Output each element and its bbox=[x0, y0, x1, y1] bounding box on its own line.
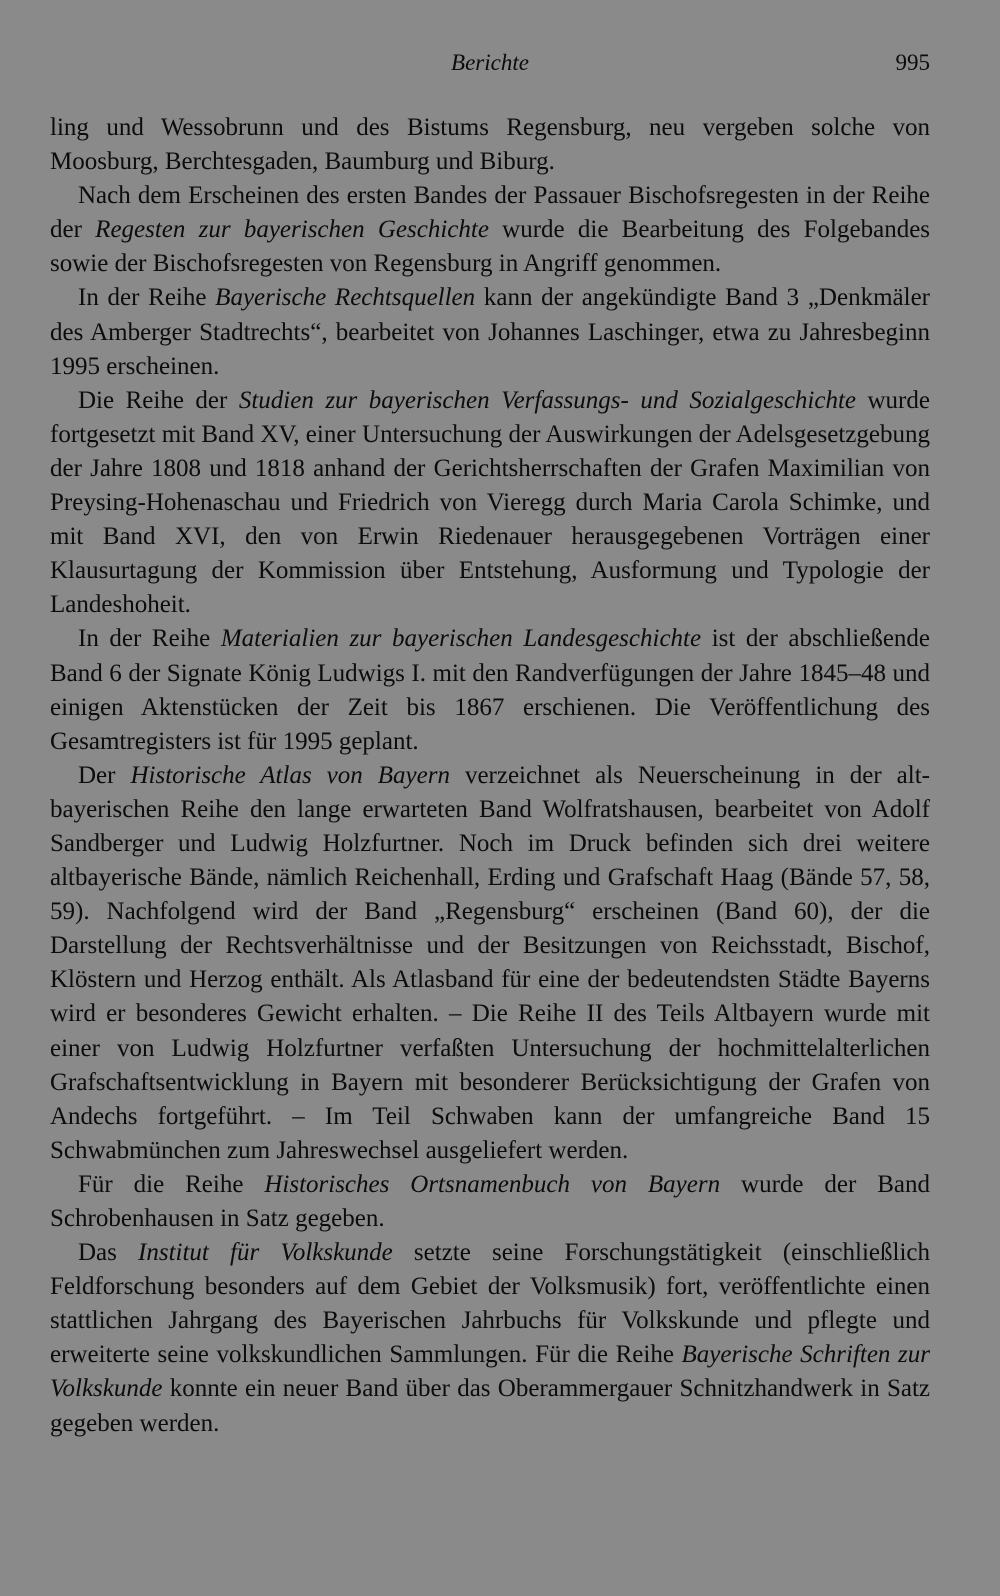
text-run: wurde die Bearbeitung des Folgebandes sowie der Bischofsregesten von Regensburg in Angriff genommen. bbox=[50, 216, 931, 278]
text-run: konnte ein neuer Band über das Oberammergauer Schnitzhandwerk in Satz gegeben werden. bbox=[50, 1375, 930, 1437]
paragraph bbox=[50, 1236, 930, 1441]
text-run: Nach dem Erscheinen des ersten Bandes der Passauer Bischofsregesten in der Reihe der bbox=[50, 182, 930, 244]
text-run: Die Reihe der bbox=[78, 386, 239, 414]
text-run: kann der angekündigte Band 3 „Denkmäler des Amberger Stadtrechts“, bearbeitet von Johannes Laschinger, etwa zu Jahresbeginn 1995 erscheinen. bbox=[50, 284, 930, 380]
paragraph bbox=[50, 111, 930, 179]
italic-title: Bayerische Schriften zur Volkskunde bbox=[50, 1341, 930, 1403]
text-run: Für die Reihe bbox=[78, 1170, 265, 1198]
italic-title: Materialien zur bayerischen Landesgeschichte bbox=[220, 625, 702, 653]
text-run: ist der abschließende Band 6 der Signate König Ludwigs I. mit den Randverfügungen der Jahre 1845–48 und einigen Aktenstücken der Zeit bis 1867 erschienen. Die Veröffentlichung des Gesamtregisters ist für 1995 geplant. bbox=[50, 625, 931, 755]
text-run: setzte seine Forschungstätigkeit (einschließlich Feldforschung besonders auf dem Gebiet der Volksmusik) fort, veröffentlichte einen stattlichen Jahrgang des Bayerischen Jahrbuchs für Volkskunde und pflegte und erweiterte seine volkskundlichen Sammlungen. Für die Reihe bbox=[50, 1239, 930, 1369]
body-text bbox=[50, 111, 930, 1441]
paragraph bbox=[50, 384, 930, 623]
italic-title: Historische Atlas von Bayern bbox=[130, 761, 450, 789]
paragraph bbox=[50, 281, 930, 383]
paragraph bbox=[50, 1168, 930, 1236]
italic-title: Regesten zur bayerischen Geschichte bbox=[95, 216, 489, 244]
italic-title: Institut für Volkskunde bbox=[138, 1239, 393, 1267]
paragraph bbox=[50, 622, 930, 758]
italic-title: Historisches Ortsnamenbuch von Bayern bbox=[264, 1170, 721, 1198]
text-run: wurde der Band Schrobenhausen in Satz gegeben. bbox=[50, 1170, 931, 1232]
text-run: verzeichnet als Neuerscheinung in der altbayerischen Reihe den lange erwarteten Band Wolfratshausen, bearbeitet von Adolf Sandberger und Ludwig Holzfurtner. Noch im Druck befinden sich drei weitere altbayerische Bände, nämlich Reichenhall, Erding und Grafschaft Haag (Bände 57, 58, 59). Nachfolgend wird der Band „Regensburg“ erscheinen (Band 60), der die Darstellung der Rechtsverhältnisse und der Besitzungen von Reichsstadt, Bischof, Klöstern und Herzog enthält. Als Atlasband für eine der bedeutendsten Städte Bayerns wird er besonderes Gewicht erhalten. – Die Reihe II des Teils Altbayern wurde mit einer von Ludwig Holzfurtner verfaßten Untersuchung der hochmittelalterlichen Grafschaftsentwicklung in Bayern mit besonderer Berücksichtigung der Grafen von Andechs fortgeführt. – Im Teil Schwaben kann der umfangreiche Band 15 Schwabmünchen zum Jahreswechsel ausgeliefert werden. bbox=[50, 761, 930, 1164]
page-number: 995 bbox=[895, 50, 930, 75]
text-run: ling und Wessobrunn und des Bistums Regensburg, neu vergeben solche von Moosburg, Berchtesgaden, Baumburg und Biburg. bbox=[50, 114, 930, 176]
text-run: In der Reihe bbox=[78, 625, 221, 653]
paragraph bbox=[50, 179, 930, 281]
running-head bbox=[50, 50, 930, 84]
section-title: Berichte bbox=[451, 50, 529, 75]
italic-title: Studien zur bayerischen Verfassungs- und Sozialgeschichte bbox=[238, 386, 856, 414]
text-run: wurde fortgesetzt mit Band XV, einer Untersuchung der Auswirkungen der Adelsgesetzgebung der Jahre 1808 und 1818 anhand der Gerichtsherrschaften der Grafen Maximilian von Preysing-Hohenaschau und Friedrich von Vieregg durch Maria Carola Schimke, und mit Band XVI, den von Erwin Riedenauer herausgegebenen Vorträgen einer Klausurtagung der Kommission über Entstehung, Ausformung und Typologie der Landeshoheit. bbox=[50, 386, 930, 619]
text-run: In der Reihe bbox=[78, 284, 216, 312]
italic-title: Bayerische Rechtsquellen bbox=[215, 284, 476, 312]
paragraph bbox=[50, 759, 930, 1168]
text-run: Der bbox=[78, 761, 131, 789]
text-run: Das bbox=[78, 1239, 139, 1267]
